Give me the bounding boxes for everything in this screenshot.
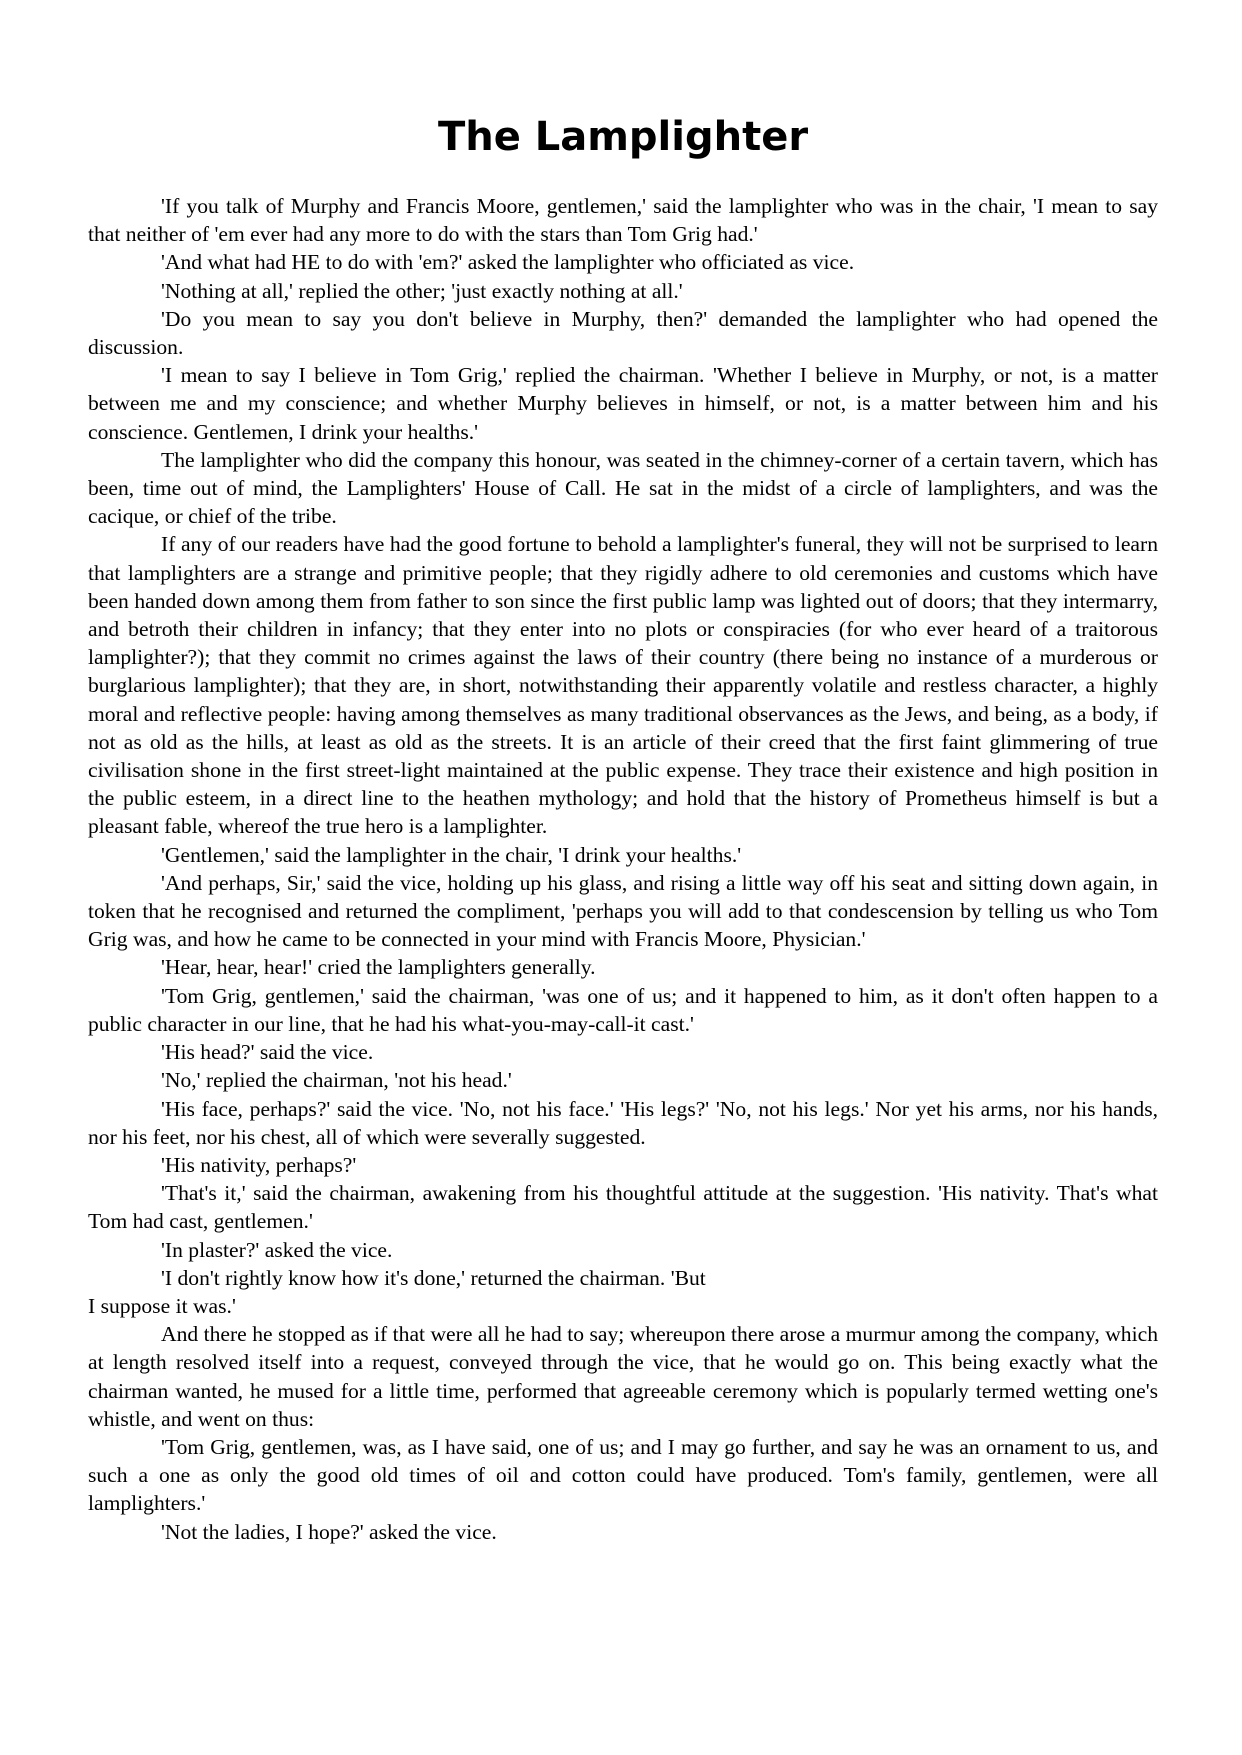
paragraph-continuation: I suppose it was.': [88, 1293, 236, 1318]
paragraph: 'Hear, hear, hear!' cried the lamplighters generally.: [161, 955, 596, 980]
paragraph: 'No,' replied the chairman, 'not his head.': [161, 1068, 512, 1093]
paragraph: 'His face, perhaps?' said the vice. 'No, not his face.' 'His legs?' 'No, not his legs.' Nor yet his arms, nor his hands, nor his feet, nor his chest, all of which were severally suggested.: [88, 1096, 1158, 1149]
paragraph: 'Do you mean to say you don't believe in Murphy, then?' demanded the lamplighter who had opened the discussion.: [88, 306, 1158, 360]
paragraph: 'Nothing at all,' replied the other; 'just exactly nothing at all.': [161, 278, 683, 303]
paragraph: 'If you talk of Murphy and Francis Moore, gentlemen,' said the lamplighter who was in the chair, 'I mean to say that neither of 'em ever had any more to do with the stars than Tom Grig had.': [88, 194, 1158, 247]
paragraph: The lamplighter who did the company this honour, was seated in the chimney-corner of a certain tavern, which has been, time out of mind, the Lamplighters' House of Call. He sat in the midst of a circle of lamplighters, and was the cacique, or chief of the tribe.: [88, 447, 1158, 529]
body-text: [88, 192, 1158, 1546]
paragraph: And there he stopped as if that were all he had to say; whereupon there arose a murmur among the company, which at length resolved itself into a request, conveyed through the vice, that he would go on. This being exactly what the chairman wanted, he mused for a little time, performed that agreeable ceremony which is popularly termed wetting one's whistle, and went on thus:: [88, 1322, 1158, 1431]
paragraph: 'His nativity, perhaps?': [161, 1152, 357, 1177]
page-title: The Lamplighter: [437, 114, 809, 160]
paragraph: 'That's it,' said the chairman, awakening from his thoughtful attitude at the suggestion. 'His nativity. That's what Tom had cast, gentlemen.': [88, 1181, 1158, 1234]
document-page: [88, 110, 1158, 1546]
paragraph: 'I mean to say I believe in Tom Grig,' replied the chairman. 'Whether I believe in Murphy, or not, is a matter between me and my conscience; and whether Murphy believes in himself, or not, is a matter between him and his conscience. Gentlemen, I drink your healths.': [88, 363, 1158, 444]
paragraph: 'And what had HE to do with 'em?' asked the lamplighter who officiated as vice.: [161, 250, 855, 275]
paragraph: 'In plaster?' asked the vice.: [161, 1237, 393, 1262]
paragraph: 'Tom Grig, gentlemen, was, as I have said, one of us; and I may go further, and say he was an ornament to us, and such a one as only the good old times of oil and cotton could have produced. Tom's family, gentlemen, were all lamplighters.': [88, 1434, 1158, 1516]
paragraph: 'I don't rightly know how it's done,' returned the chairman. 'But: [161, 1265, 706, 1290]
paragraph: 'His head?' said the vice.: [161, 1040, 374, 1065]
paragraph: If any of our readers have had the good fortune to behold a lamplighter's funeral, they will not be surprised to learn that lamplighters are a strange and primitive people; that they rigidly adhere to old ceremonies and customs which have been handed down among them from father to son since the first public lamp was lighted out of doors; that they intermarry, and betroth their children in infancy; that they enter into no plots or conspiracies (for who ever heard of a traitorous lamplighter?); that they commit no crimes against the laws of their country (there being no instance of a murderous or burglarious lamplighter); that they are, in short, notwithstanding their apparently volatile and restless character, a highly moral and reflective people: having among themselves as many traditional observances as the Jews, and being, as a body, if not as old as the hills, at least as old as the streets. It is an article of their creed that the first faint glimmering of true civilisation shone in the first street-light maintained at the public expense. They trace their existence and high position in the public esteem, in a direct line to the heathen mythology; and hold that the history of Prometheus himself is but a pleasant fable, whereof the true hero is a lamplighter.: [88, 532, 1158, 839]
paragraph: 'Not the ladies, I hope?' asked the vice.: [161, 1519, 497, 1544]
paragraph: 'Tom Grig, gentlemen,' said the chairman, 'was one of us; and it happened to him, as it don't often happen to a public character in our line, that he had his what-you-may-call-it cast.': [88, 983, 1158, 1036]
paragraph: 'And perhaps, Sir,' said the vice, holding up his glass, and rising a little way off his seat and sitting down again, in token that he recognised and returned the compliment, 'perhaps you will add to that condescension by telling us who Tom Grig was, and how he came to be connected in your mind with Francis Moore, Physician.': [88, 870, 1158, 952]
paragraph: 'Gentlemen,' said the lamplighter in the chair, 'I drink your healths.': [161, 842, 742, 867]
